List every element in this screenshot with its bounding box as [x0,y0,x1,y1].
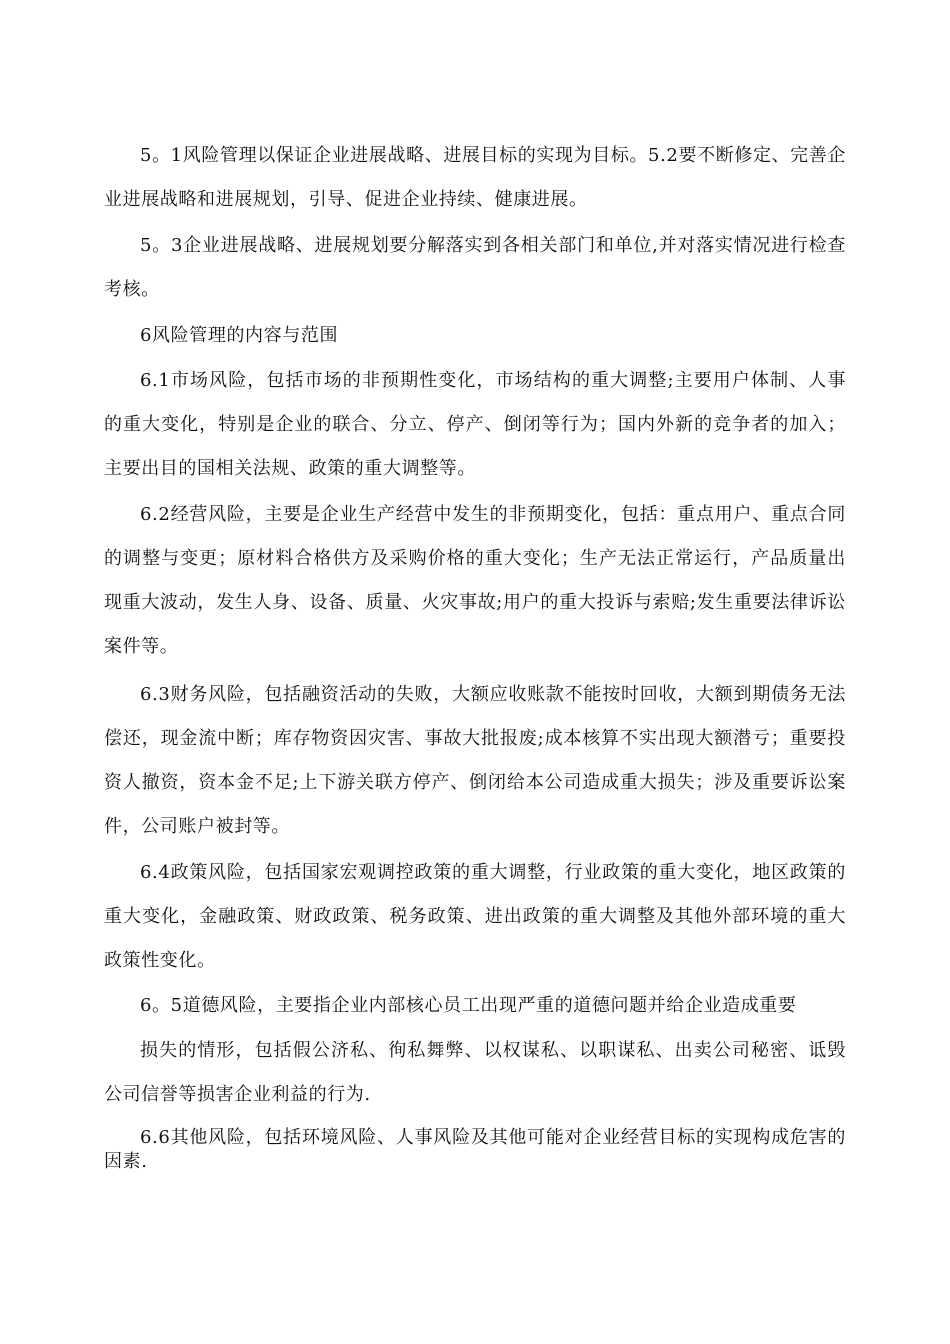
paragraph-6-1: 6.1市场风险，包括市场的非预期性变化，市场结构的重大调整;主要用户体制、人事的重大变化，特别是企业的联合、分立、停产、倒闭等行为；国内外新的竞争者的加入；主要出目的国相关法规、政策的重大调整等。 [104,370,846,479]
paragraph-6-2: 6.2经营风险，主要是企业生产经营中发生的非预期变化，包括：重点用户、重点合同的调整与变更；原材料合格供方及采购价格的重大变化；生产无法正常运行，产品质量出现重大波动，发生人身、设备、质量、火灾事故;用户的重大投诉与索赔;发生重要法律诉讼案件等。 [104,504,846,657]
paragraph-6-5-continued: 损失的情形，包括假公济私、徇私舞弊、以权谋私、以职谋私、出卖公司秘密、诋毁公司信誉等损害企业利益的行为. [104,1040,846,1105]
paragraph-6-4: 6.4政策风险，包括国家宏观调控政策的重大调整，行业政策的重大变化，地区政策的重大变化，金融政策、财政政策、税务政策、进出政策的重大调整及其他外部环境的重大政策性变化。 [104,862,846,971]
section-heading-6: 6风险管理的内容与范围 [140,325,339,346]
paragraph-6-5: 6。5道德风险，主要指企业内部核心员工出现严重的道德问题并给企业造成重要 [140,995,797,1016]
paragraph-6-6: 6.6其他风险，包括环境风险、人事风险及其他可能对企业经营目标的实现构成危害的因素. [104,1127,846,1172]
paragraph-5-3: 5。3企业进展战略、进展规划要分解落实到各相关部门和单位,并对落实情况进行检查考核。 [104,235,846,300]
paragraph-6-3: 6.3财务风险，包括融资活动的失败，大额应收账款不能按时回收，大额到期债务无法偿还，现金流中断；库存物资因灾害、事故大批报废;成本核算不实出现大额潜亏；重要投资人撤资，资本金不足;上下游关联方停产、倒闭给本公司造成重大损失；涉及重要诉讼案件，公司账户被封等。 [104,684,846,837]
paragraph-5-1: 5。1风险管理以保证企业进展战略、进展目标的实现为目标。5.2要不断修定、完善企业进展战略和进展规划，引导、促进企业持续、健康进展。 [104,145,846,210]
